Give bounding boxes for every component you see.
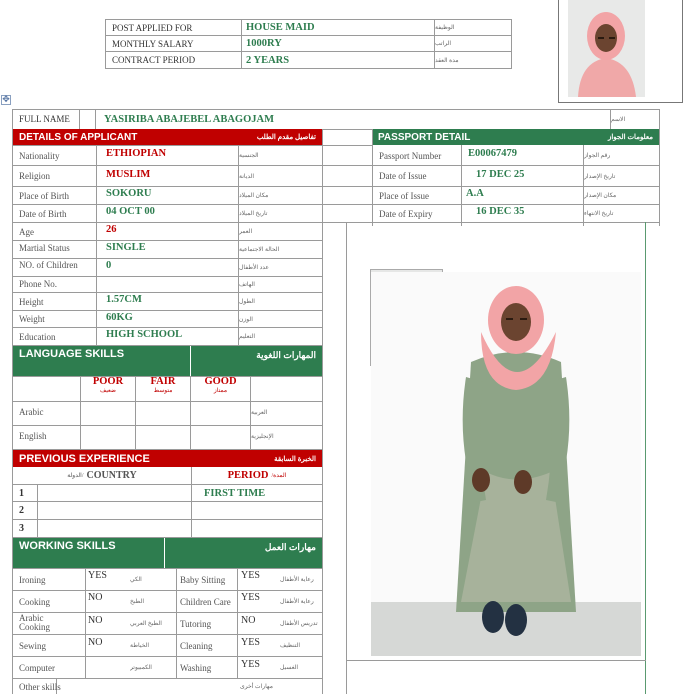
education-value: HIGH SCHOOL	[106, 329, 183, 340]
phone-label: Phone No.	[19, 279, 57, 289]
level-good-label: GOOD	[204, 376, 237, 387]
weight-label: Weight	[19, 314, 45, 324]
skill-tutoring-arabic: تدريس الأطفال	[280, 621, 318, 627]
passport-photo	[568, 0, 645, 97]
passport-number-value: E00067479	[468, 148, 518, 159]
skill-washing-value: YES	[241, 658, 260, 670]
age-label: Age	[19, 226, 34, 237]
post-applied-label: POST APPLIED FOR	[112, 22, 193, 33]
skill-arabic-cooking-value: NO	[88, 614, 103, 626]
exp-row-1-num: 1	[19, 487, 24, 499]
skill-baby-sitting-arabic: رعاية الأطفال	[280, 577, 314, 583]
age-arabic: العمر	[239, 229, 253, 235]
marital-status-label: Martial Status	[19, 242, 70, 253]
religion-value: MUSLIM	[106, 168, 151, 180]
monthly-salary-value: 1000RY	[246, 38, 282, 49]
exp-row-2-num: 2	[19, 505, 24, 516]
skill-tutoring-value: NO	[241, 614, 256, 626]
language-skills-header	[13, 346, 322, 376]
skill-computer-arabic: الكمبيوتر	[130, 665, 152, 671]
working-skills-header	[13, 538, 322, 568]
full-body-photo	[371, 272, 641, 656]
passport-detail-header	[372, 129, 659, 145]
language-skills-title-ar: المهارات اللغوية	[256, 350, 316, 360]
level-fair-label: FAIR	[150, 376, 176, 387]
marital-status-arabic: الحالة الاجتماعية	[239, 247, 280, 253]
religion-arabic: الديانة	[239, 173, 255, 180]
full-name-label: FULL NAME	[19, 114, 70, 124]
level-poor-arabic: ضعيف	[99, 388, 116, 394]
skill-sewing-arabic: الخياطة	[130, 643, 149, 649]
skill-cleaning-arabic: التنظيف	[280, 643, 301, 649]
country-header-label: COUNTRY	[86, 470, 137, 481]
working-skills-title-ar: مهارات العمل	[264, 542, 316, 552]
working-skills-title: WORKING SKILLS	[19, 540, 116, 552]
contract-period-arabic: مدة العقد	[435, 57, 459, 64]
place-of-birth-value: SOKORU	[106, 188, 152, 199]
monthly-salary-label: MONTHLY SALARY	[112, 38, 194, 49]
weight-value[interactable]: 60KG	[106, 312, 133, 323]
skill-cooking-arabic: الطبخ	[130, 599, 145, 605]
place-of-issue-arabic: مكان الإصدار	[584, 193, 617, 199]
skill-ironing-value: YES	[88, 569, 107, 581]
passport-detail-title-ar: معلومات الجواز	[607, 134, 653, 141]
level-fair	[136, 376, 190, 401]
date-of-expiry-value: 16 DEC 35	[476, 206, 525, 217]
previous-experience-title: PREVIOUS EXPERIENCE	[19, 452, 150, 465]
skill-children-care-value: YES	[241, 591, 260, 603]
skill-children-care-arabic: رعاية الأطفال	[280, 599, 314, 605]
country-header-ar: الدولة/	[67, 473, 84, 479]
education-arabic: التعليم	[239, 334, 255, 340]
passport-photo-frame	[558, 0, 683, 103]
nationality-label: Nationality	[19, 150, 60, 161]
level-fair-arabic: متوسط	[153, 388, 173, 394]
place-of-issue-value: A.A	[466, 188, 484, 199]
skill-arabic-cooking-arabic: الطبخ العربي	[130, 621, 162, 627]
place-of-issue-label: Place of Issue	[379, 190, 429, 201]
date-of-birth-label: Date of Birth	[19, 208, 67, 219]
skill-tutoring-label: Tutoring	[180, 618, 212, 629]
height-arabic: الطول	[239, 299, 255, 305]
phone-value	[102, 276, 236, 292]
height-value: 1.57CM	[106, 294, 142, 305]
children-value: 0	[106, 260, 112, 271]
skill-cleaning-value: YES	[241, 636, 260, 648]
date-of-expiry-label: Date of Expiry	[379, 208, 433, 219]
details-applicant-title-ar: تفاصيل مقدم الطلب	[256, 134, 316, 141]
skill-computer-value	[88, 656, 128, 672]
date-of-issue-arabic: تاريخ الإصدار	[584, 173, 616, 180]
exp-row-1-period: FIRST TIME	[204, 487, 266, 499]
full-name-arabic: الاسم	[611, 116, 626, 123]
nationality-value: ETHIOPIAN	[106, 148, 167, 159]
marital-status-value: SINGLE	[106, 242, 146, 253]
passport-number-arabic: رقم الجواز	[584, 153, 611, 159]
religion-label: Religion	[19, 171, 50, 181]
details-applicant-header	[13, 129, 322, 145]
skill-washing-label: Washing	[180, 662, 212, 673]
skill-children-care-label: Children Care	[180, 596, 231, 607]
period-header	[192, 467, 322, 484]
lang-arabic-arabic: العربية	[251, 409, 268, 416]
contract-period-label: CONTRACT PERIOD	[112, 55, 196, 65]
date-of-birth-value: 04 OCT 00	[106, 206, 155, 217]
level-good-arabic: ممتاز	[213, 388, 228, 394]
details-applicant-title: DETAILS OF APPLICANT	[19, 131, 138, 143]
weight-arabic: الوزن	[239, 316, 253, 323]
skill-baby-sitting-label: Baby Sitting	[180, 574, 226, 585]
previous-experience-header	[13, 450, 322, 467]
date-of-issue-value: 17 DEC 25	[476, 168, 525, 180]
place-of-birth-label: Place of Birth	[19, 190, 69, 201]
skill-baby-sitting-value: YES	[241, 569, 260, 581]
monthly-salary-arabic: الراتب	[435, 41, 452, 47]
exp-row-3-num: 3	[19, 523, 24, 534]
phone-arabic: الهاتف	[239, 281, 255, 288]
full-name-value: YASIRIBA ABAJEBEL ABAGOJAM	[104, 113, 274, 125]
other-skills-label: Other skills	[19, 681, 61, 692]
date-of-expiry-arabic: تاريخ الانتهاء	[584, 211, 614, 217]
previous-experience-title-ar: الخبرة السابقة	[274, 455, 316, 463]
other-skills-arabic: مهارات أخرى	[240, 684, 273, 690]
contract-period-value: 2 YEARS	[246, 54, 290, 66]
skill-arabic-cooking-label: Arabic Cooking	[19, 613, 51, 632]
nationality-arabic: الجنسية	[239, 153, 259, 159]
language-skills-title: LANGUAGE SKILLS	[19, 348, 125, 360]
move-handle-icon[interactable]: ✥	[2, 95, 10, 105]
country-header	[13, 467, 191, 484]
passport-detail-title: PASSPORT DETAIL	[378, 131, 471, 143]
skill-sewing-label: Sewing	[19, 640, 46, 651]
skill-cooking-label: Cooking	[19, 596, 51, 607]
skill-sewing-value: NO	[88, 636, 103, 648]
skill-ironing-label: Ironing	[19, 574, 46, 585]
level-poor	[81, 376, 135, 401]
lang-english-arabic: الإنجليزية	[251, 433, 274, 440]
passport-number-label: Passport Number	[379, 150, 442, 161]
post-applied-value: HOUSE MAID	[246, 22, 315, 33]
children-arabic: عدد الأطفال	[239, 265, 269, 271]
place-of-birth-arabic: مكان الميلاد	[239, 193, 269, 199]
skill-ironing-arabic: الكي	[130, 577, 142, 583]
lang-arabic-label: Arabic	[19, 407, 44, 417]
lang-english-label: English	[19, 431, 47, 441]
period-header-label: PERIOD	[227, 470, 269, 481]
date-of-birth-arabic: تاريخ الميلاد	[239, 211, 268, 217]
skill-cooking-value: NO	[88, 591, 103, 603]
level-poor-label: POOR	[92, 376, 124, 387]
skill-computer-label: Computer	[19, 662, 55, 673]
height-label: Height	[19, 296, 44, 307]
education-label: Education	[19, 331, 56, 342]
period-header-ar: /المدة	[271, 473, 287, 479]
level-good	[191, 376, 250, 401]
post-applied-arabic: الوظيفة	[435, 25, 455, 31]
age-value: 26	[106, 224, 117, 235]
skill-washing-arabic: الغسيل	[280, 665, 299, 671]
children-label: NO. of Children	[19, 259, 78, 270]
date-of-issue-label: Date of Issue	[379, 171, 427, 181]
skill-cleaning-label: Cleaning	[180, 640, 213, 651]
